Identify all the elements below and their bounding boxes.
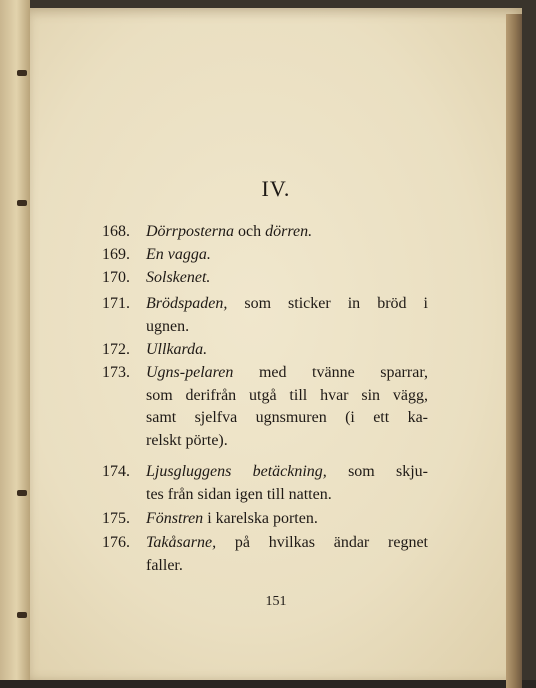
item-number: 172. xyxy=(102,341,130,358)
section-heading: IV. xyxy=(261,176,291,201)
item-number: 174. xyxy=(102,463,130,480)
book-page xyxy=(30,8,522,680)
page-edge-shadow xyxy=(506,14,522,688)
binding-hole xyxy=(17,490,27,496)
item-number: 173. xyxy=(102,364,130,381)
item-text: En vagga. xyxy=(146,246,211,263)
item-text: Ullkarda. xyxy=(146,341,208,358)
page-number: 151 xyxy=(265,594,287,609)
item-number: 170. xyxy=(102,269,130,286)
item-number: 168. xyxy=(102,223,130,240)
item-number: 171. xyxy=(102,295,130,312)
item-text: Ugns-pelaren med tvänne sparrar, som derifrån utgå till hvar sin vägg, samt sjelfva ugnsmuren (i ett ka- relskt pörte). xyxy=(146,364,428,449)
item-number: 175. xyxy=(102,510,130,527)
item-text: Solskenet. xyxy=(146,269,211,286)
item-text: Takåsarne, på hvilkas ändar regnet faller. xyxy=(146,534,428,574)
item-number: 169. xyxy=(102,246,130,263)
binding-hole xyxy=(17,70,27,76)
item-text: Fönstren i karelska porten. xyxy=(146,510,318,527)
item-text: Brödspaden, som sticker in bröd i ugnen. xyxy=(146,295,428,335)
binding-hole xyxy=(17,200,27,206)
facing-page-edge xyxy=(0,0,30,680)
item-text: Dörrposterna och dörren. xyxy=(146,223,313,240)
item-text: Ljusgluggens betäckning, som skju- tes från sidan igen till natten. xyxy=(146,463,429,503)
binding-hole xyxy=(17,612,27,618)
item-number: 176. xyxy=(102,534,130,551)
